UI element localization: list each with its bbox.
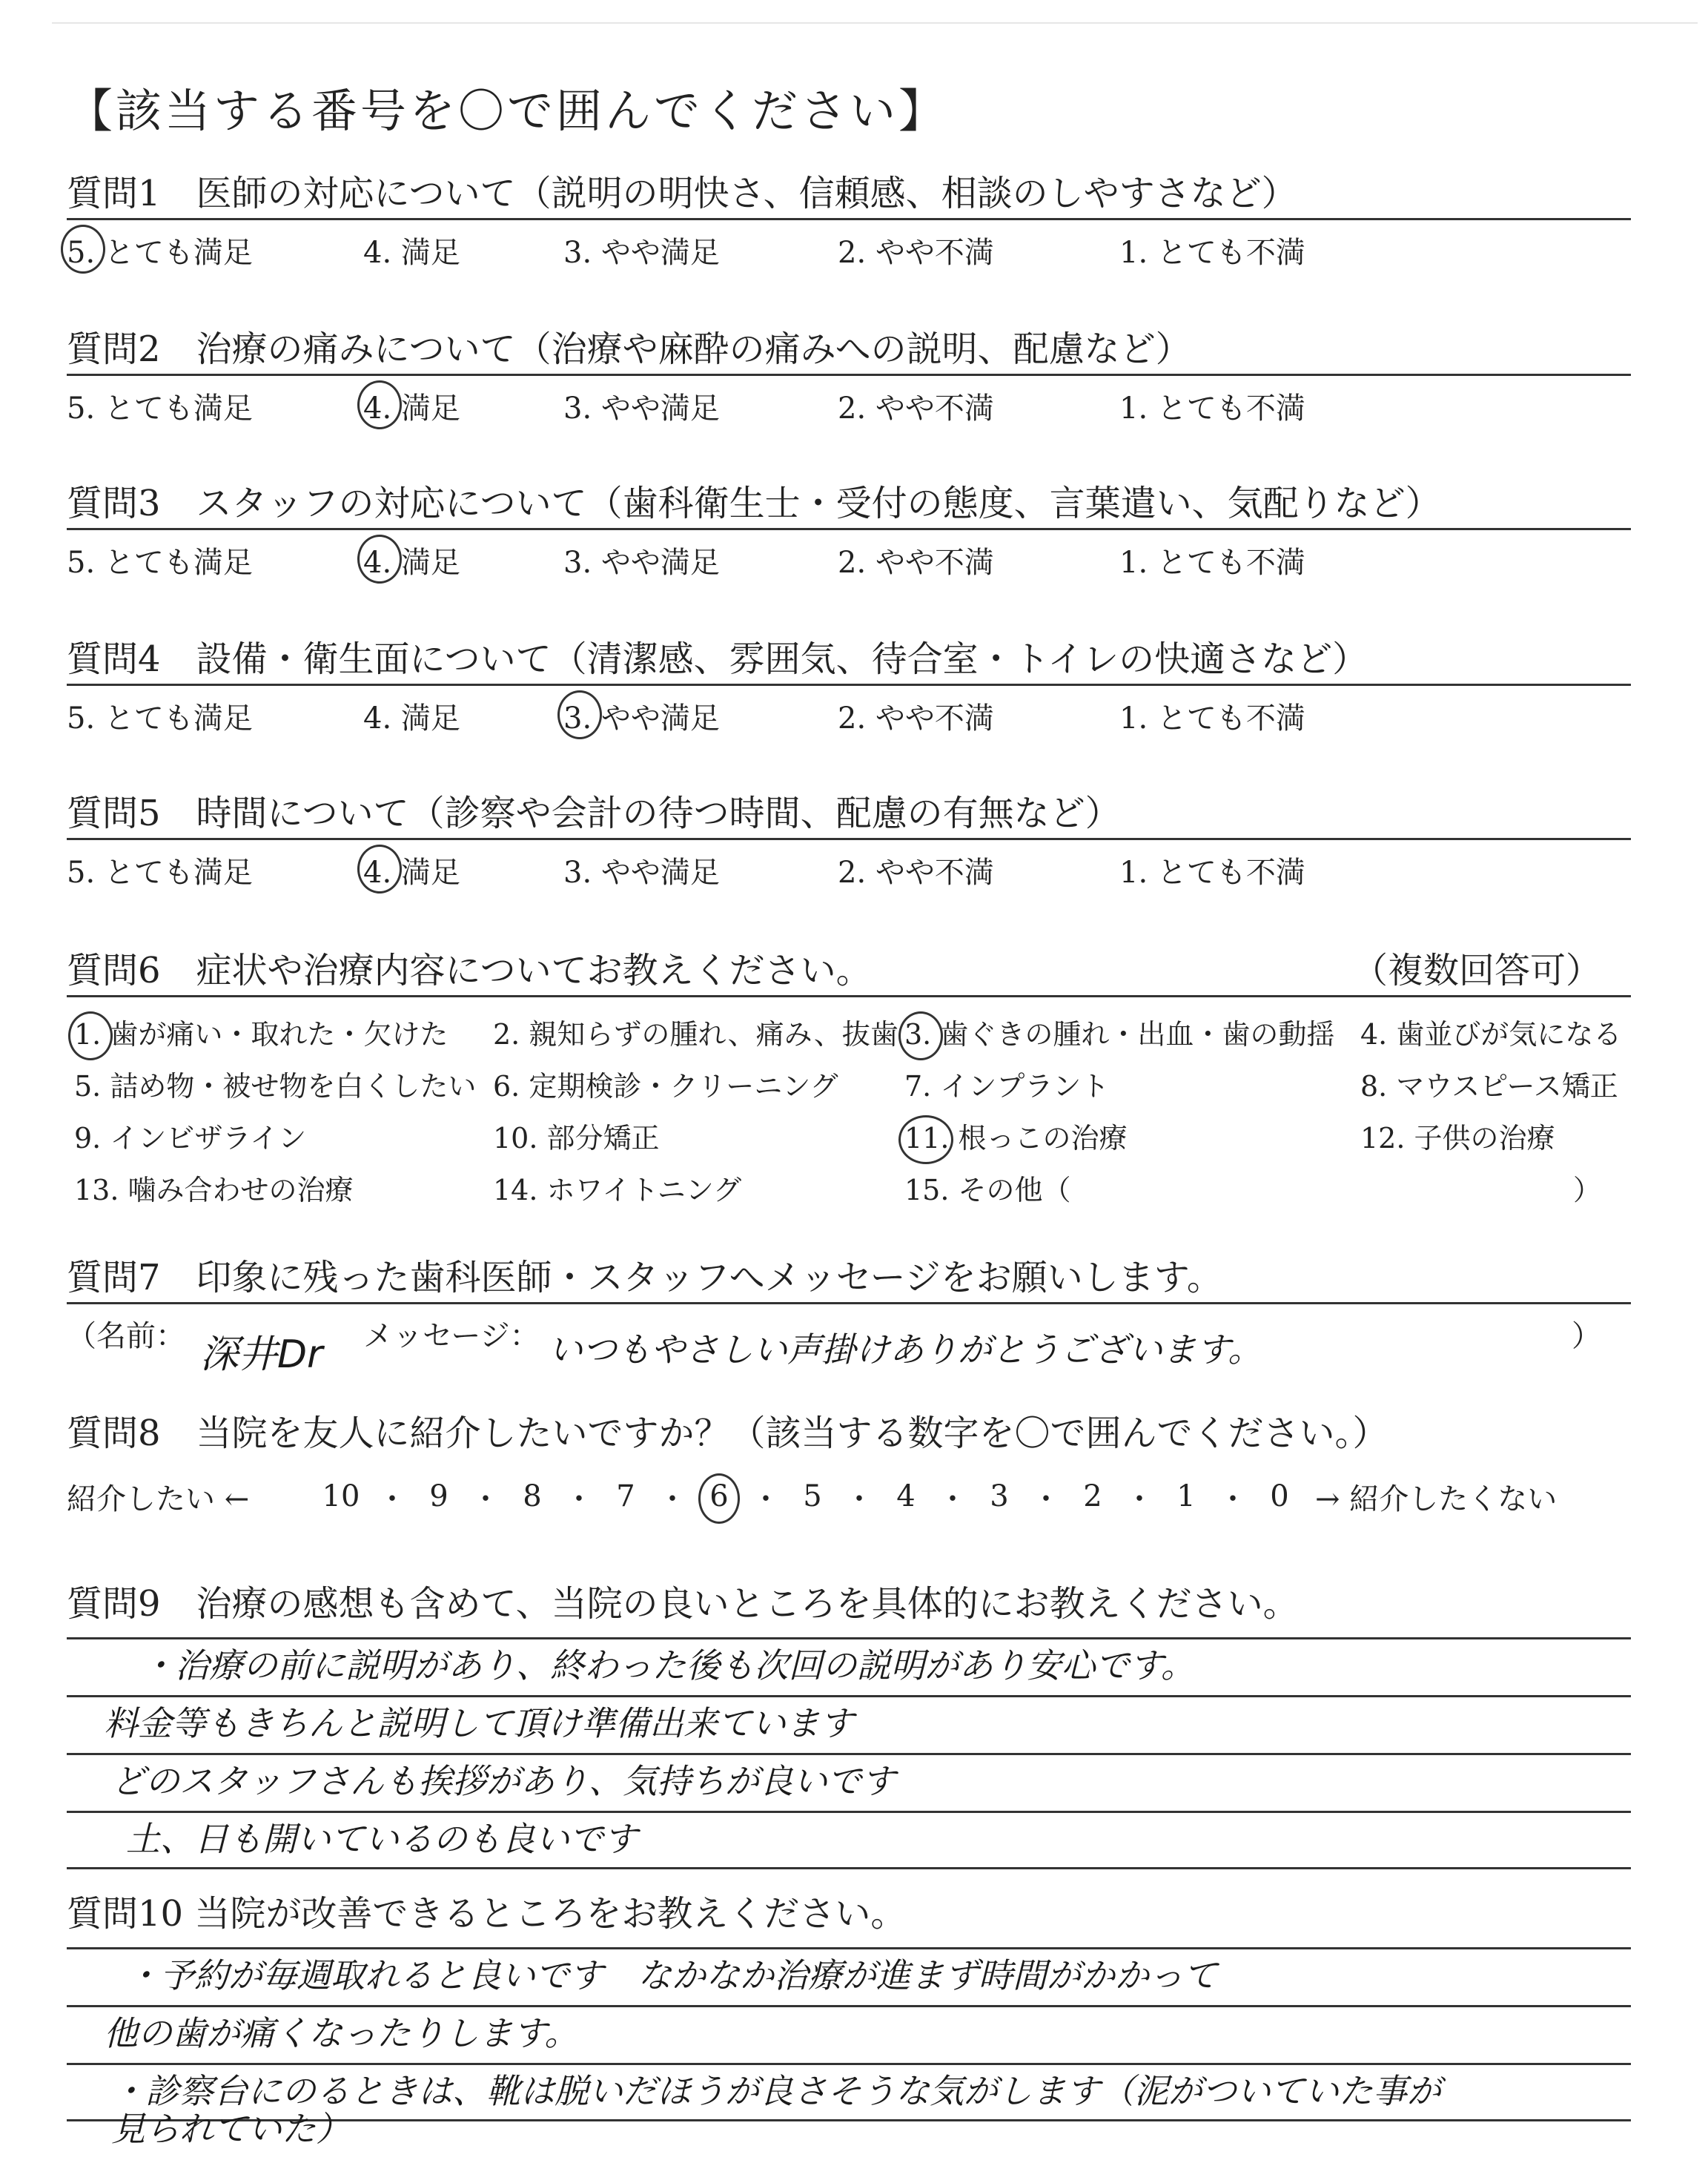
rating-option-2[interactable]: 2. やや不満	[838, 855, 994, 890]
q7-name-value[interactable]: 深井Dr	[200, 1332, 323, 1377]
question-9	[67, 1579, 1631, 1628]
scale-option-7[interactable]: 7	[616, 1479, 635, 1513]
question-2	[67, 325, 1631, 435]
rating-option-3[interactable]: 3. やや満足	[563, 695, 838, 737]
rating-option-5[interactable]: 5. とても満足	[67, 391, 253, 426]
rating-option-1[interactable]: 1. とても不満	[1119, 235, 1305, 270]
q6-row	[67, 1060, 1631, 1112]
scale-separator: ・	[1125, 1482, 1154, 1516]
question-2-title: 質問2 治療の痛みについて（治療や麻酔の痛みへの説明、配慮など）	[67, 328, 1191, 370]
rating-option-4[interactable]: 4. 満足	[363, 235, 460, 270]
q10-answer-line-1[interactable]: ・予約が毎週取れると良いです なかなか治療が進まず時間がかかって	[126, 1955, 1217, 1995]
rating-option-3[interactable]: 3. やや満足	[563, 235, 720, 270]
answer-line	[67, 1867, 1631, 1869]
rating-option-1[interactable]: 1. とても不満	[1119, 701, 1305, 736]
question-4-options	[67, 686, 1631, 745]
question-4-title: 質問4 設備・衛生面について（清潔感、雰囲気、待合室・トイレの快適さなど）	[67, 638, 1368, 680]
recommend-scale	[67, 1467, 1631, 1526]
rating-option-2[interactable]: 2. やや不満	[838, 701, 994, 736]
q9-answer-line-4[interactable]: 土、日も開いているのも良いです	[126, 1819, 638, 1859]
question-6-options	[67, 1008, 1631, 1216]
selected-circle	[68, 1011, 113, 1060]
q10-answer-line-3[interactable]: ・診察台にのるときは、靴は脱いだほうが良さそうな気がします（泥がついていた事が	[111, 2071, 1441, 2111]
rating-option-4[interactable]: 4. 満足	[363, 701, 460, 736]
question-3	[67, 479, 1631, 589]
rating-option-2[interactable]: 2. やや不満	[838, 391, 994, 426]
question-7-title: 質問7 印象に残った歯科医師・スタッフへメッセージをお願いします。	[67, 1257, 1222, 1298]
q7-answer-row	[67, 1312, 1631, 1377]
question-1	[67, 169, 1631, 280]
rating-option-3[interactable]: 3. やや満足	[563, 545, 720, 580]
question-1-options	[67, 220, 1631, 280]
rating-option-5[interactable]: 5. とても満足	[67, 701, 253, 736]
question-6-title	[67, 946, 1631, 995]
selected-circle	[357, 535, 402, 584]
scale-separator: ・	[471, 1482, 500, 1516]
q6-option-5[interactable]: 5. 詰め物・被せ物を白くしたい	[74, 1070, 477, 1103]
question-7-rule	[67, 1302, 1631, 1304]
q6-option-12[interactable]: 12. 子供の治療	[1360, 1122, 1555, 1155]
question-5-options	[67, 840, 1631, 899]
multiple-answers-note: （複数回答可）	[1351, 950, 1601, 991]
selected-circle	[898, 1115, 953, 1164]
scale-option-4[interactable]: 4	[896, 1479, 916, 1513]
top-border	[52, 22, 1698, 24]
scale-separator: ・	[1031, 1482, 1061, 1516]
q6-option-2[interactable]: 2. 親知らずの腫れ、痛み、抜歯	[493, 1018, 898, 1051]
scale-separator: ・	[844, 1482, 874, 1516]
scale-option-6[interactable]: 6	[701, 1479, 737, 1513]
question-6	[67, 946, 1631, 997]
question-3-options	[67, 530, 1631, 589]
q9-answer-line-2[interactable]: 料金等もきちんと説明して頂け準備出来ています	[104, 1703, 854, 1743]
rating-option-1[interactable]: 1. とても不満	[1119, 545, 1305, 580]
q7-message-label: メッセージ：	[363, 1319, 540, 1353]
scale-separator: ・	[751, 1482, 781, 1516]
question-5-title: 質問5 時間について（診察や会計の待つ時間、配慮の有無など）	[67, 793, 1121, 834]
question-2-options	[67, 376, 1631, 435]
q6-option-15[interactable]: 15. その他（	[904, 1174, 1071, 1206]
scale-option-9[interactable]: 9	[429, 1479, 448, 1513]
question-8	[67, 1409, 1631, 1458]
q10-answer-line-2[interactable]: 他の歯が痛くなったりします。	[104, 2013, 579, 2053]
scale-separator: ・	[1218, 1482, 1248, 1516]
rating-option-2[interactable]: 2. やや不満	[838, 545, 994, 580]
question-3-title: 質問3 スタッフの対応について（歯科衛生士・受付の態度、言葉遣い、気配りなど）	[67, 483, 1441, 524]
selected-circle	[898, 1011, 943, 1060]
scale-left-label: 紹介したい ←	[67, 1482, 250, 1516]
q6-option-11[interactable]: 11. 根っこの治療	[904, 1112, 1128, 1164]
rating-option-5[interactable]: 5. とても満足	[67, 545, 253, 580]
rating-option-4[interactable]: 4. 満足	[363, 385, 563, 427]
rating-option-3[interactable]: 3. やや満足	[563, 855, 720, 890]
scale-separator: ・	[938, 1482, 967, 1516]
rating-option-2[interactable]: 2. やや不満	[838, 235, 994, 270]
q6-option-4[interactable]: 4. 歯並びが気になる	[1360, 1018, 1622, 1051]
scale-separator: ・	[564, 1482, 594, 1516]
scale-option-0[interactable]: 0	[1270, 1479, 1289, 1513]
q6-other-close-paren: ）	[1572, 1174, 1601, 1206]
q6-option-6[interactable]: 6. 定期検診・クリーニング	[493, 1070, 838, 1103]
selected-circle	[557, 690, 602, 739]
q9-answer-line-3[interactable]: どのスタッフさんも挨拶があり、気持ちが良いです	[111, 1761, 896, 1801]
q6-row	[67, 1164, 1631, 1216]
rating-option-5[interactable]: 5. とても満足	[67, 229, 363, 271]
scale-option-10[interactable]: 10	[322, 1479, 360, 1513]
scale-option-1[interactable]: 1	[1176, 1479, 1196, 1513]
rating-option-4[interactable]: 4. 満足	[363, 849, 563, 891]
rating-option-3[interactable]: 3. やや満足	[563, 391, 720, 426]
q6-option-9[interactable]: 9. インビザライン	[74, 1122, 307, 1155]
question-7	[67, 1253, 1631, 1304]
question-6-rule	[67, 995, 1631, 997]
q6-row	[67, 1008, 1631, 1060]
selected-circle	[357, 380, 402, 429]
scale-right-label: → 紹介したくない	[1315, 1482, 1558, 1516]
scale-option-2[interactable]: 2	[1083, 1479, 1102, 1513]
q6-option-10[interactable]: 10. 部分矯正	[493, 1122, 660, 1155]
scale-separator: ・	[377, 1482, 407, 1516]
q6-option-3[interactable]: 3. 歯ぐきの腫れ・出血・歯の動揺	[904, 1008, 1334, 1060]
rating-option-4[interactable]: 4. 満足	[363, 539, 563, 581]
question-5	[67, 789, 1631, 899]
scale-separator: ・	[658, 1482, 687, 1516]
question-9-title: 質問9 治療の感想も含めて、当院の良いところを具体的にお教えください。	[67, 1583, 1299, 1625]
q10-answer-line-4[interactable]: 見られていた）	[111, 2109, 350, 2149]
rating-option-1[interactable]: 1. とても不満	[1119, 391, 1305, 426]
selected-circle	[698, 1473, 740, 1524]
scale-option-3[interactable]: 3	[990, 1479, 1009, 1513]
selected-circle	[61, 225, 105, 274]
rating-option-1[interactable]: 1. とても不満	[1119, 855, 1305, 890]
question-4	[67, 635, 1631, 745]
question-8-title: 質問8 当院を友人に紹介したいですか？（該当する数字を〇で囲んでください。）	[67, 1413, 1388, 1454]
q6-option-13[interactable]: 13. 噛み合わせの治療	[74, 1174, 354, 1206]
question-6-title-text: 質問6 症状や治療内容についてお教えください。	[67, 950, 872, 991]
question-10	[67, 1889, 1631, 1938]
q6-row	[67, 1112, 1631, 1164]
q6-option-7[interactable]: 7. インプラント	[904, 1070, 1110, 1103]
question-1-title: 質問1 医師の対応について（説明の明快さ、信頼感、相談のしやすさなど）	[67, 173, 1297, 214]
scale-option-8[interactable]: 8	[523, 1479, 542, 1513]
q7-message-value[interactable]: いつもやさしい声掛けありがとうございます。	[549, 1330, 1262, 1370]
scale-option-5[interactable]: 5	[803, 1479, 822, 1513]
question-10-title: 質問10 当院が改善できるところをお教えください。	[67, 1893, 907, 1935]
q7-close-paren: ）	[1572, 1319, 1601, 1353]
q7-name-label: （名前：	[67, 1319, 185, 1353]
q9-answer-line-1[interactable]: ・治療の前に説明があり、終わった後も次回の説明があり安心です。	[141, 1645, 1195, 1685]
page-heading: 【該当する番号を〇で囲んでください】	[67, 84, 948, 138]
q6-option-14[interactable]: 14. ホワイトニング	[493, 1174, 742, 1206]
q6-option-8[interactable]: 8. マウスピース矯正	[1360, 1070, 1618, 1103]
rating-option-5[interactable]: 5. とても満足	[67, 855, 253, 890]
q6-option-1[interactable]: 1. 歯が痛い・取れた・欠けた	[74, 1008, 448, 1060]
selected-circle	[357, 845, 402, 894]
